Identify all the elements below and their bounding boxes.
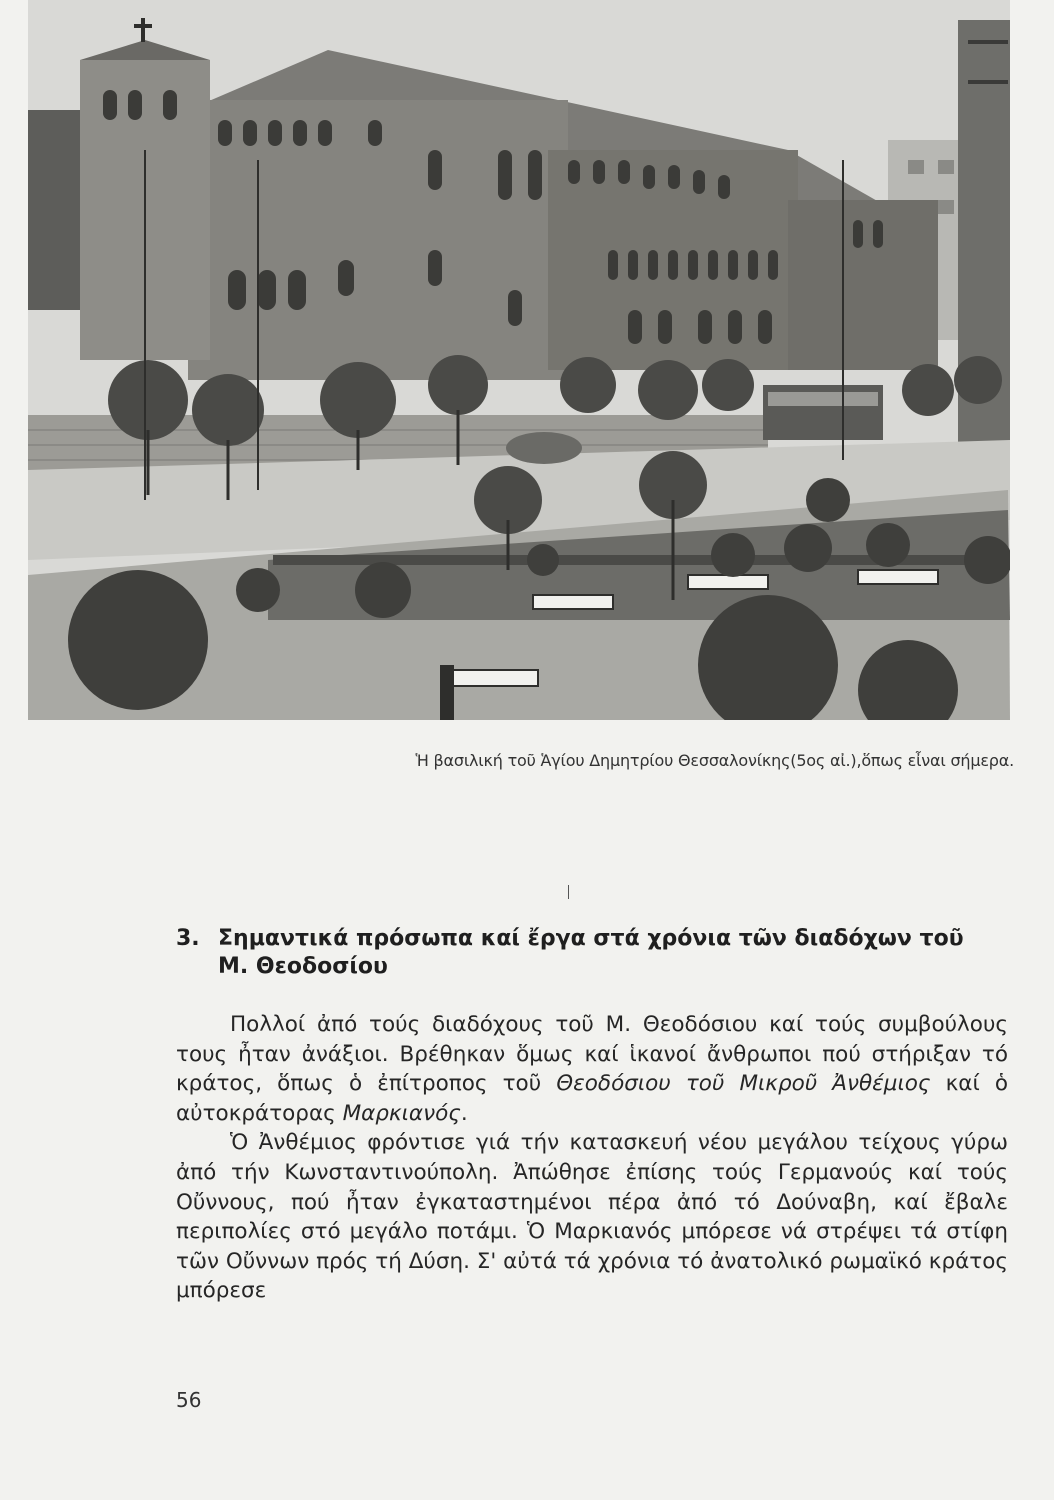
paragraph-1-italic2: Μαρκιανός	[342, 1100, 461, 1126]
photo-illustration	[28, 0, 1010, 720]
section-number: 3.	[176, 926, 200, 951]
paragraph-2: Ὁ Ἀνθέμιος φρόντισε γιά τήν κατασκευή νέου μεγάλου τείχους γύρω ἀπό τήν Κωνσταντινούπολη. Ἀπώθησε ἐπίσης τούς Γερμανούς καί τούς Οὔννους, πού ἦταν ἐγκαταστημένοι πέρα ἀπό τό Δούναβη, καί ἔβαλε περιπολίες στό μεγάλο ποτάμι. Ὁ Μαρκιανός μπόρεσε νά στρέψει τά στίφη τῶν Οὔννων πρός τή Δύση. Σ' αὐτά τά χρόνια τό ἀνατολικό ρωμαϊκό κράτος μπόρεσε	[176, 1130, 1008, 1304]
section-title-line2: Μ. Θεοδοσίου	[218, 954, 388, 979]
paragraph-1-italic1: Θεοδόσιου τοῦ Μικροῦ Ἀνθέμιος	[556, 1071, 931, 1097]
section-title-line1: Σημαντικά πρόσωπα καί ἔργα στά χρόνια τῶν διαδόχων τοῦ	[218, 926, 964, 951]
page-number: 56	[176, 1388, 202, 1412]
paragraph-1-part2: καί ὁ αὐτοκράτορας	[176, 1071, 1008, 1126]
paragraph-1-part3: .	[460, 1100, 468, 1126]
basilica-photograph	[28, 0, 1010, 720]
paragraph-1	[176, 1010, 1008, 1128]
photo-caption: Ἡ βασιλική τοῦ Ἁγίου Δημητρίου Θεσσαλονίκης(5ος αἰ.),ὅπως εἶναι σήμερα.	[415, 751, 1014, 770]
body-text	[176, 1010, 1008, 1306]
paragraph-1-part1: Πολλοί ἀπό τούς διαδόχους τοῦ Μ. Θεοδόσιου καί τούς συμβούλους τους ἦταν ἀνάξιοι. Βρέθηκαν ὅμως καί ἱκανοί ἄνθρωποι πού στήριξαν τό κράτος, ὅπως ὁ ἐπίτροπος τοῦ	[176, 1012, 1008, 1097]
stray-mark	[568, 885, 569, 899]
section-heading	[176, 925, 1016, 981]
